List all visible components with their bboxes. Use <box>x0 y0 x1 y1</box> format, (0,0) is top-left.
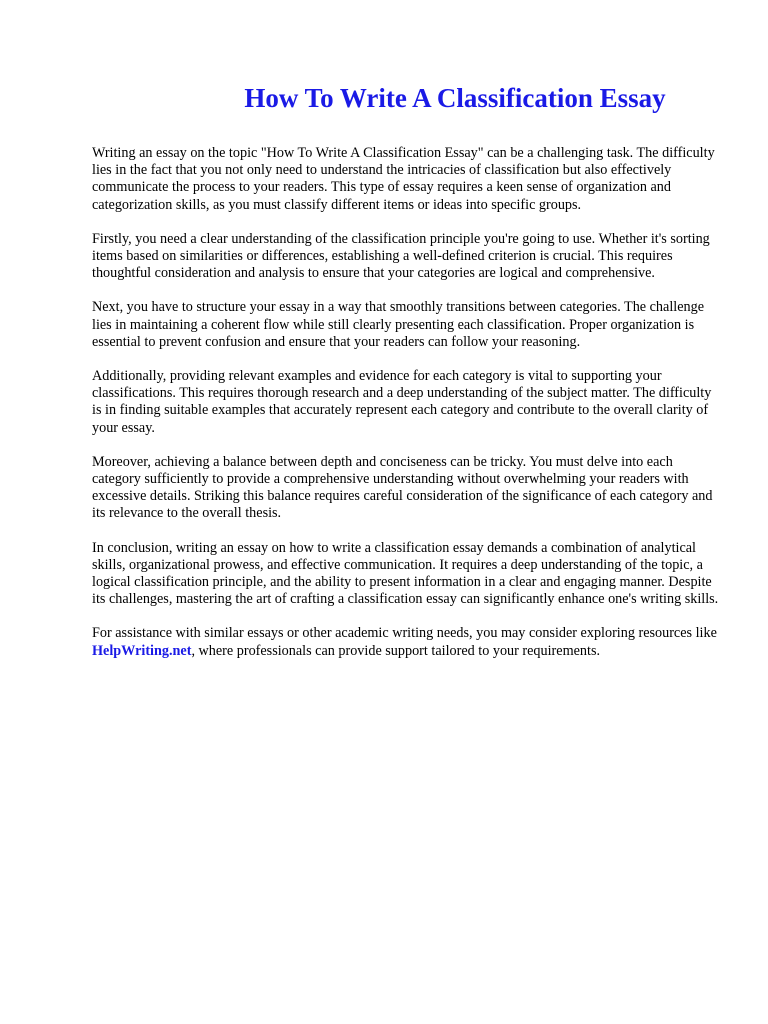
paragraph-firstly: Firstly, you need a clear understanding of the classification principle you're going to use. Whether it's sorting items based on similarities or differences, establishing a well-defined criterion is crucial. This requires thoughtful consideration and analysis to ensure that your categories are logical and comprehensive. <box>92 230 710 282</box>
closing-text-after-link: , where professionals can provide support tailored to your requirements. <box>191 642 601 659</box>
paragraph-intro: Writing an essay on the topic "How To Write A Classification Essay" can be a challenging task. The difficulty lies in the fact that you not only need to understand the intricacies of classification but also effectively communicate the process to your readers. This type of essay requires a keen sense of organization and categorization skills, as you must classify different items or ideas into specific groups. <box>92 145 715 213</box>
paragraph-next: Next, you have to structure your essay in a way that smoothly transitions between categories. The challenge lies in maintaining a coherent flow while still clearly presenting each classification. Proper organization is essential to prevent confusion and ensure that your readers can follow your reasoning. <box>92 299 704 350</box>
helpwriting-link[interactable]: HelpWriting.net <box>92 642 192 659</box>
paragraph-moreover: Moreover, achieving a balance between depth and conciseness can be tricky. You must delve into each category sufficiently to provide a comprehensive understanding without overwhelming your readers with excessive details. Striking this balance requires careful consideration of the significance of each category and its relevance to the overall thesis. <box>92 453 713 522</box>
paragraph-conclusion: In conclusion, writing an essay on how to write a classification essay demands a combination of analytical skills, organizational prowess, and effective communication. It requires a deep understanding of the topic, a logical classification principle, and the ability to present information in a clear and engaging manner. Despite its challenges, mastering the art of crafting a classification essay can significantly enhance one's writing skills. <box>92 539 719 608</box>
closing-text-before-link: For assistance with similar essays or other academic writing needs, you may consider exploring resources like <box>92 625 717 642</box>
paragraph-closing <box>92 625 722 659</box>
paragraph-additionally: Additionally, providing relevant examples and evidence for each category is vital to supporting your classifications. This requires thorough research and a deep understanding of the subject matter. The difficulty is in finding suitable examples that accurately represent each category and contribute to the overall clarity of your essay. <box>92 368 712 436</box>
document-title: How To Write A Classification Essay <box>244 83 666 113</box>
